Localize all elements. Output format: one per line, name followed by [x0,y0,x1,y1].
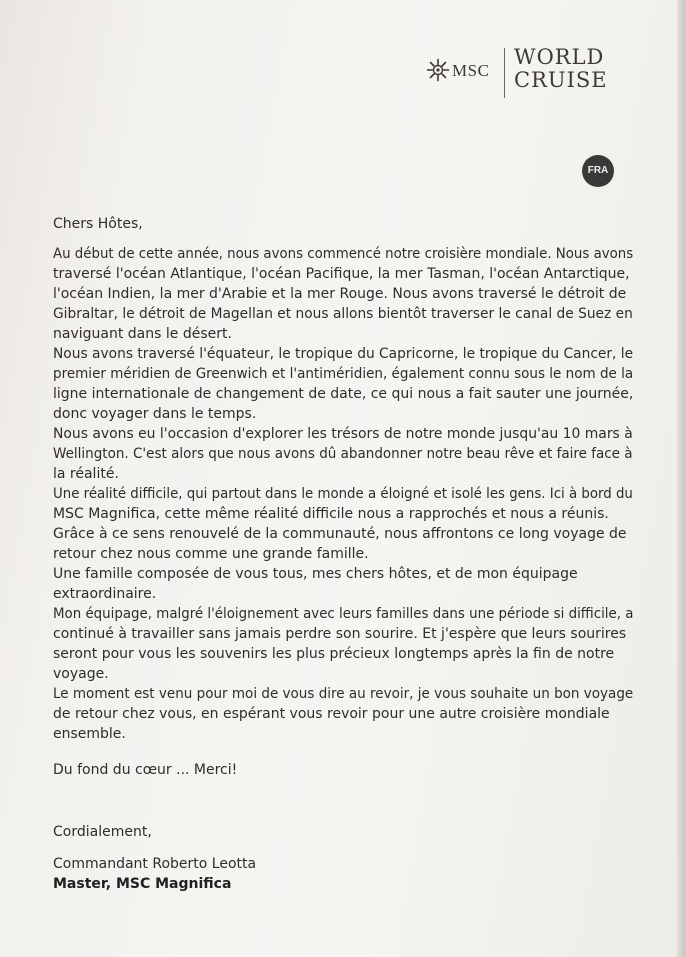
paragraph-line: traversé l'océan Atlantique, l'océan Pacifique, la mer Tasman, l'océan Antarctique, [53,266,630,282]
paragraph-line: Une famille composée de vous tous, mes chers hôtes, et de mon équipage [53,566,578,582]
language-badge: FRA [582,155,614,187]
msc-brand-text: MSC [452,61,490,80]
cruise-text: CRUISE [514,68,608,92]
signer-title: Master, MSC Magnifica [53,876,232,892]
paragraph-line: retour chez nous comme une grande famille. [53,546,369,562]
paragraph-line: Nous avons traversé l'équateur, le tropique du Capricorne, le tropique du Cancer, le [53,346,634,362]
thanks-line: Du fond du cœur ... Merci! [53,762,238,778]
paragraph-line: Au début de cette année, nous avons commencé notre croisière mondiale. Nous avons [53,246,634,262]
paragraph-line: l'océan Indien, la mer d'Arabie et la mer Rouge. Nous avons traversé le détroit de [53,286,627,302]
paragraph-line: seront pour vous les souvenirs les plus précieux longtemps après la fin de notre [53,646,615,662]
paragraph-line: MSC Magnifica, cette même réalité difficile nous a rapprochés et nous a réunis. [53,506,609,522]
paragraph-line: voyage. [53,666,109,682]
paragraph-line: Wellington. C'est alors que nous avons dû abandonner notre beau rêve et faire face à [53,446,633,462]
closing: Cordialement, [53,824,152,840]
paragraph-line: Le moment est venu pour moi de vous dire au revoir, je vous souhaite un bon voyage [53,686,634,702]
paragraph-line: ensemble. [53,726,126,742]
salutation: Chers Hôtes, [53,216,143,232]
paragraph-line: Grâce à ce sens renouvelé de la communauté, nous affrontons ce long voyage de [53,526,627,542]
paragraph-line: de retour chez vous, en espérant vous revoir pour une autre croisière mondiale [53,706,610,722]
paragraph-line: ligne internationale de changement de date, ce qui nous a fait sauter une journée, [53,386,634,402]
signer-name: Commandant Roberto Leotta [53,856,257,872]
paragraph-line: Une réalité difficile, qui partout dans le monde a éloigné et isolé les gens. Ici à bord du [53,486,633,502]
paragraph-line: naviguant dans le désert. [53,326,232,342]
paragraph-line: donc voyager dans le temps. [53,406,257,422]
paragraph-line: Mon équipage, malgré l'éloignement avec leurs familles dans une période si difficile, a [53,606,634,622]
paragraph-line: Gibraltar, le détroit de Magellan et nous allons bientôt traverser le canal de Suez en [53,306,633,322]
paragraph-line: continué à travailler sans jamais perdre son sourire. Et j'espère que leurs sourires [53,626,627,642]
paragraph-line: premier méridien de Greenwich et l'antiméridien, également connu sous le nom de la [53,366,634,382]
paragraph-line: extraordinaire. [53,586,157,602]
paragraph-line: Nous avons eu l'occasion d'explorer les trésors de notre monde jusqu'au 10 mars à [53,426,633,442]
world-text: WORLD [514,45,605,69]
paragraph-line: la réalité. [53,466,119,482]
